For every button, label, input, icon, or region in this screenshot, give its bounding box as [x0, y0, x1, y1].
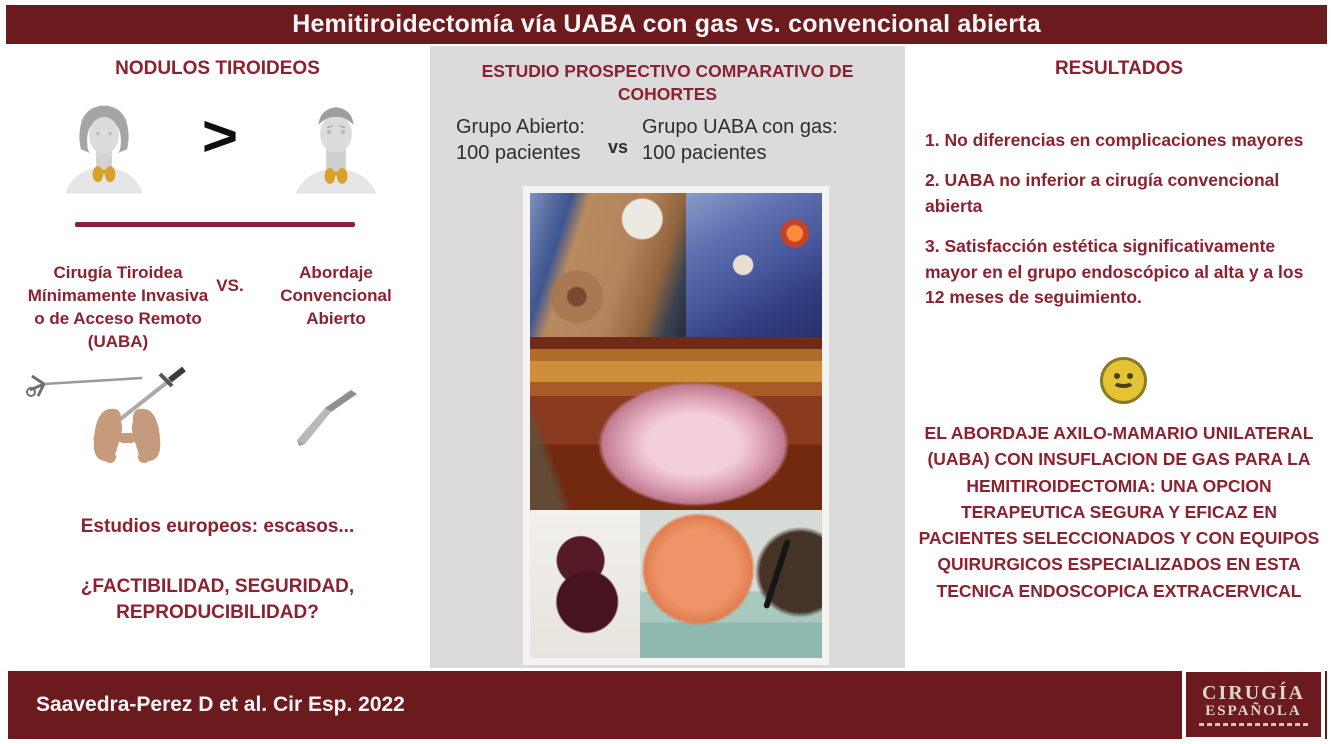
neck-instrument-photo: [640, 510, 822, 658]
surgical-field-tumor-photo: [530, 337, 822, 510]
open-group-line2: 100 pacientes: [456, 142, 581, 164]
title-bar: [6, 5, 1327, 44]
footer-bar: [8, 671, 1327, 739]
journal-logo-inner: [1186, 672, 1321, 737]
groups-vs-label: vs: [607, 137, 629, 157]
male-patient-thyroid-icon: [292, 98, 380, 194]
vs-label: VS.: [216, 276, 244, 295]
result-item-2: 2. UABA no inferior a cirugía convencional abierta: [925, 170, 1280, 216]
endoscopic-surgery-photo: [686, 193, 822, 337]
study-design-heading: ESTUDIO PROSPECTIVO COMPARATIVO DE COHORTES: [481, 61, 854, 104]
minimally-invasive-label: Cirugía Tiroidea Mínimamente Invasiva o de Acceso Remoto (UABA): [27, 263, 209, 351]
logo-subtitle-dashes: [1199, 723, 1309, 726]
conclusion-text: EL ABORDAJE AXILO-MAMARIO UNILATERAL (UABA) CON INSUFLACION DE GAS PARA LA HEMITIROIDECTOMIA: UNA OPCION TERAPEUTICA SEGURA Y EFICAZ EN PACIENTES SELECCIONADOS Y CON EQUIPOS QUIRURGICOS ESPECIALIZADOS EN ESTA TECNICA ENDOSCOPICA EXTRACERVICAL: [918, 423, 1320, 601]
laparoscopic-grasper-icon: [27, 376, 142, 396]
feasibility-question: ¿FACTIBILIDAD, SEGURIDAD, REPRODUCIBILIDAD?: [80, 576, 355, 623]
resected-specimen-photo: [530, 510, 640, 658]
uaba-group-label: [642, 114, 892, 166]
smiley-mouth: [1112, 374, 1135, 388]
greater-than-icon: >: [201, 104, 239, 169]
uaba-group-line1: Grupo UABA con gas:: [642, 116, 838, 138]
result-item-3: 3. Satisfacción estética significativamente mayor en el grupo endoscópico al alta y a los 12 meses de seguimiento.: [925, 236, 1304, 307]
european-studies-note: Estudios europeos: escasos...: [80, 516, 355, 537]
smiley-face-icon: [1100, 357, 1147, 404]
female-patient-thyroid-icon: [60, 98, 148, 194]
uaba-group-line2: 100 pacientes: [642, 142, 767, 164]
maroon-divider-line: [75, 222, 355, 227]
journal-logo: [1182, 668, 1325, 741]
page-title: Hemitiroidectomía vía UABA con gas vs. convencional abierta: [292, 10, 1041, 38]
result-item-1: 1. No diferencias en complicaciones mayores: [925, 130, 1304, 150]
results-list: [925, 128, 1325, 325]
open-approach-label: Abordaje Convencional Abierto: [280, 263, 392, 328]
left-column-heading: NODULOS TIROIDEOS: [115, 58, 320, 79]
patient-positioning-photo: [530, 193, 686, 337]
thyroid-gland-icon: [88, 405, 166, 477]
patients-comparison-figures: [60, 98, 380, 194]
logo-title-line1: CIRUGÍA: [1202, 681, 1305, 704]
results-heading: RESULTADOS: [1054, 58, 1184, 79]
open-group-line1: Grupo Abierto:: [456, 116, 585, 138]
endoscope-instrument-shape: [763, 539, 791, 609]
logo-title-line2: ESPAÑOLA: [1205, 702, 1302, 719]
citation-text: Saavedra-Perez D et al. Cir Esp. 2022: [36, 693, 405, 716]
scalpel-icon: [295, 388, 365, 446]
